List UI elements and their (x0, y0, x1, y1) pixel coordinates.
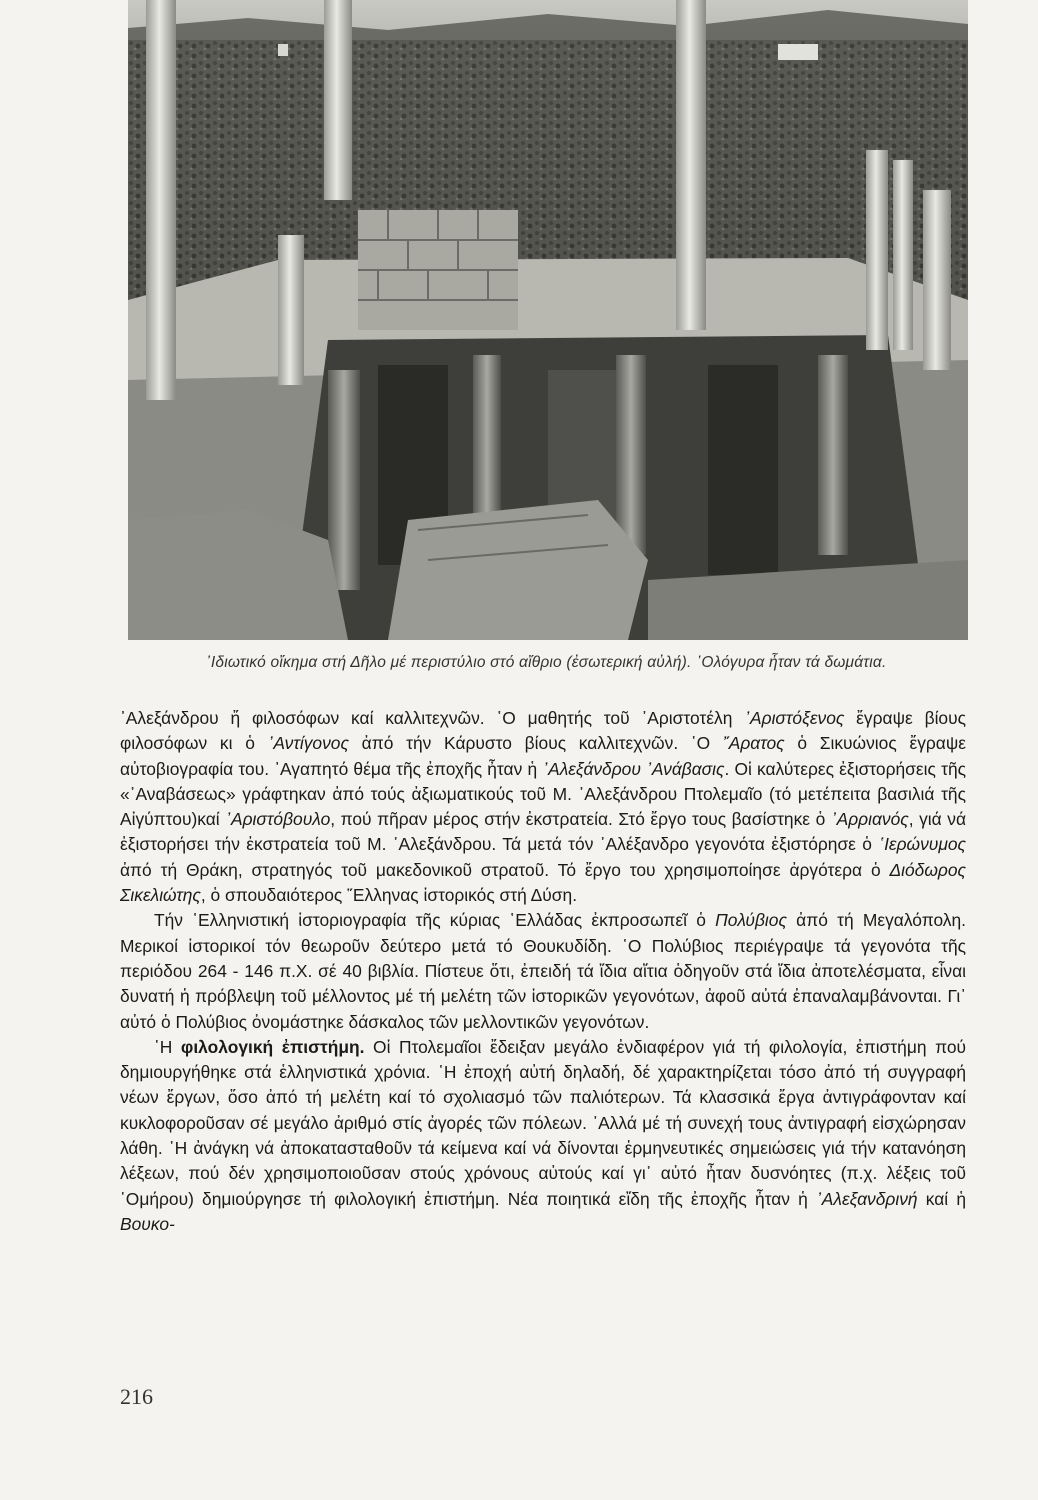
italic-term: ῎Αρατος (722, 733, 785, 754)
italic-term: Πολύβιος (715, 910, 787, 931)
text-run: ἀπό τή Θράκη, στρατηγός τοῦ μακεδονικοῦ στρατοῦ. Τό ἔργο του χρησιμοποίησε ἀργότερα ὁ (120, 859, 890, 880)
italic-term: ᾽Αλεξανδρινή (816, 1188, 918, 1209)
figure-photo (128, 0, 968, 640)
italic-term: ᾽Αλεξάνδρου ᾽Ανάβασις (542, 758, 725, 779)
body-text (120, 706, 966, 1237)
italic-term: ᾽Αντίγονος (267, 733, 349, 754)
text-run: ἔγραψε βίους φιλοσόφων κι ὁ (120, 708, 966, 754)
text-run: Τήν ῾Ελληνιστική ἱστοριογραφία τῆς κύριας ῾Ελλάδας ἐκπροσωπεῖ ὁ (154, 910, 716, 931)
page-number: 216 (120, 1384, 153, 1409)
text-run: , πού πῆραν μέρος στήν ἐκστρατεία. Στό ἔργο τους βασίστηκε ὁ (330, 809, 831, 830)
paragraph (120, 1035, 966, 1237)
text-run: ῾Η (154, 1036, 181, 1057)
text-run: , γιά νά ἐξιστορήσει τήν ἐκστρατεία τοῦ Μ. ᾽Αλεξάνδρου. Τά μετά τόν ᾽Αλέξανδρο γεγονότα ἐξιστόρησε ὁ (120, 809, 967, 855)
italic-term: ᾽Αρριανός (830, 809, 909, 830)
italic-term: Διόδωρος Σικελιώτης (120, 859, 966, 906)
text-run: , ὁ σπουδαιότερος ῞Ελληνας ἱστορικός στή Δύση. (200, 885, 578, 906)
italic-term: ῾Ιερώνυμος (878, 834, 966, 855)
text-run: ὁ Σικυώνιος ἔγραψε αὐτοβιογραφία του. ᾽Αγαπητό θέμα τῆς ἐποχῆς ἦταν ἡ (120, 733, 966, 779)
delos-house-photo (128, 0, 968, 640)
text-run: ἀπό τήν Κάρυστο βίους καλλιτεχνῶν. ῾Ο (348, 733, 723, 754)
paragraph (120, 908, 966, 1034)
italic-term: ᾽Αριστόξενος (744, 708, 845, 728)
italic-term: Βουκο- (120, 1213, 175, 1234)
text-run: Οἱ Πτολεμαῖοι ἔδειξαν μεγάλο ἐνδιαφέρον γιά τή φιλολογία, ἐπιστήμη πού δημιουργήθηκε στά ἑλληνιστικά χρόνια. ῾Η ἐποχή αὐτή δηλαδή, δέ χαρακτηρίζεται τόσο ἀπό τή συγγραφή νέων ἔργων, ὅσο ἀπό τή μελέτη καί τό σχολιασμό τῶν παλιότερων. Τά κλασσικά ἔργα ἀντιγράφονταν καί κυκλοφοροῦσαν σέ μεγάλο ἀριθμό στίς ἀγορές τῶν πόλεων. ᾽Αλλά μέ τή συνεχή τους ἀντιγραφή εἰσχώρησαν λάθη. ῾Η ἀνάγκη νά ἀποκατασταθοῦν τά κείμενα καί νά δίνονται ἑρμηνευτικές σημειώσεις γιά τήν κατανόηση λέξεων, πού δέν χρησιμοποιοῦσαν στούς χρόνους αὐτούς καί γι᾽ αὐτό ἦταν δυσνόητες (π.χ. λέξεις τοῦ ῾Ομήρου) δημιούργησε τή φιλολογική ἐπιστήμη. Νέα ποιητικά εἴδη τῆς ἐποχῆς ἦταν ἡ (120, 1036, 966, 1209)
text-run: ἀπό τή Μεγαλόπολη. Μερικοί ἱστορικοί τόν θεωροῦν δεύτερο μετά τό Θουκυδίδη. ῾Ο Πολύβιος περιέγραψε τά γεγονότα τῆς περιόδου 264 - 146 π.Χ. σέ 40 βιβλία. Πίστευε ὅτι, ἐπειδή τά ἴδια αἴτια ὁδηγοῦν στά ἴδια ἀποτελέσματα, εἶναι δυνατή ἡ πρόβλεψη τοῦ μέλλοντος μέ τή μελέτη τῶν ἱστορικῶν γεγονότων, ἀφοῦ αὐτά ἐπαναλαμβάνονται. Γι᾽ αὐτό ὁ Πολύβιος ὀνομάστηκε δάσκαλος τῶν μελλοντικῶν γεγονότων. (120, 910, 966, 1032)
text-run: . Οἱ καλύτερες ἐξιστορήσεις τῆς «᾽Αναβάσεως» γράφτηκαν ἀπό τούς ἀξιωματικούς τοῦ Μ. ᾽Αλεξάνδρου Πτολεμαῖο (τό μετέπειτα βασιλιά τῆς Αἰγύπτου)καί (120, 758, 966, 830)
figure-caption: ᾽Ιδιωτικό οἴκημα στή Δῆλο μέ περιστύλιο στό αἴθριο (ἐσωτερική αὐλή). ᾽Ολόγυρα ἦταν τά δωμάτια. (205, 654, 887, 671)
italic-term: ᾽Αριστόβουλο (225, 809, 331, 830)
text-run: καί ἡ (917, 1188, 966, 1209)
text-run: ᾽Αλεξάνδρου ἤ φιλοσόφων καί καλλιτεχνῶν. ῾Ο μαθητής τοῦ ᾽Αριστοτέλη (120, 708, 745, 728)
paragraph (120, 706, 966, 908)
bold-heading: φιλολογική ἐπιστήμη. (180, 1036, 365, 1057)
